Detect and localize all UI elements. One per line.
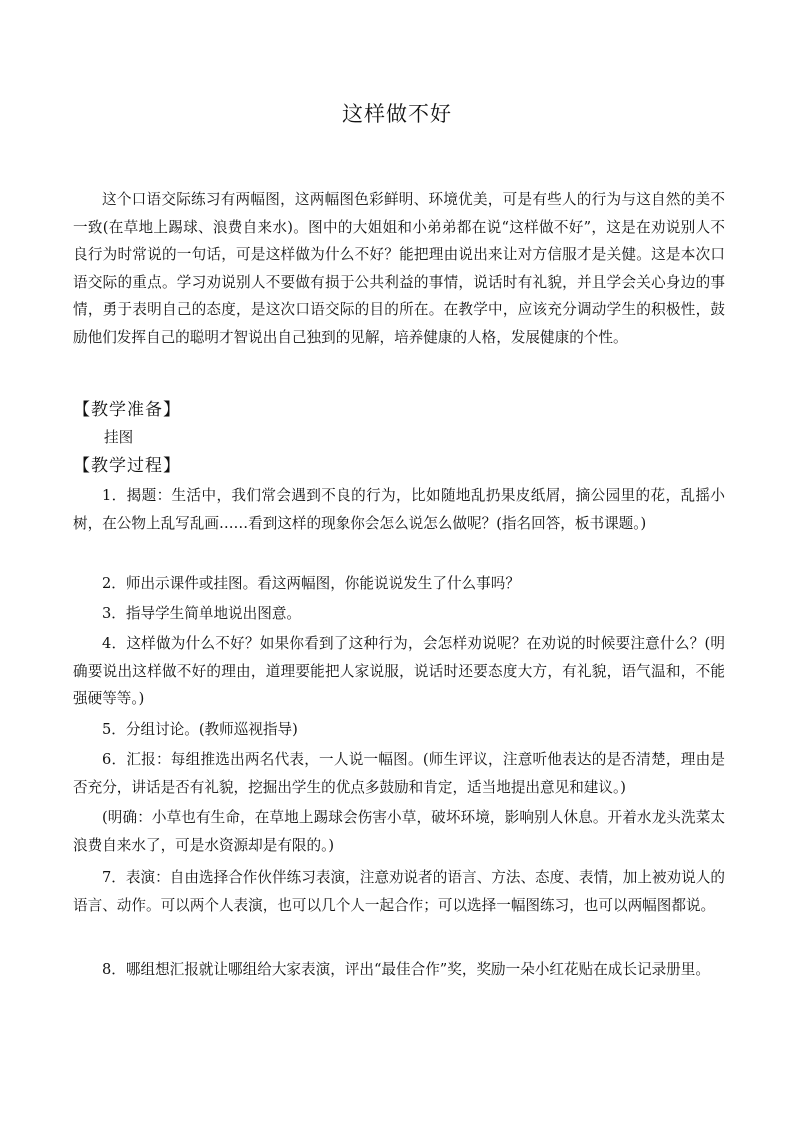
process-step-8: 8．哪组想汇报就让哪组给大家表演，评出“最佳合作”奖，奖励一朵小红花贴在成长记录册里。 <box>102 961 710 978</box>
process-step-5: 5．分组讨论。(教师巡视指导) <box>102 721 298 738</box>
page-title: 这样做不好 <box>342 102 452 126</box>
process-step-4: 4．这样做为什么不好？如果你看到了这种行为，会怎样劝说呢？在劝说的时候要注意什么？(明确要说出这样做不好的理由，道理要能把人家说服，说话时还要态度大方，有礼貌，语气温和，不能强硬等等。) <box>73 635 725 707</box>
process-step-6: 6．汇报：每组推选出两名代表，一人说一幅图。(师生评议，注意听他表达的是否清楚，理由是否充分，讲话是否有礼貌，挖掘出学生的优点多鼓励和肯定，适当地提出意见和建议。) <box>73 751 725 796</box>
process-step-3: 3．指导学生简单地说出图意。 <box>102 605 302 622</box>
preparation-item: 挂图 <box>104 429 134 446</box>
process-step-2: 2．师出示课件或挂图。看这两幅图，你能说说发生了什么事吗？ <box>102 575 520 592</box>
process-heading: 【教学过程】 <box>73 456 181 476</box>
process-step-1: 1．揭题：生活中，我们常会遇到不良的行为，比如随地乱扔果皮纸屑，摘公园里的花，乱摇小树，在公物上乱写乱画……看到这样的现象你会怎么说怎么做呢？(指名回答，板书课题。) <box>73 487 725 532</box>
preparation-heading: 【教学准备】 <box>73 400 181 420</box>
intro-paragraph: 这个口语交际练习有两幅图，这两幅图色彩鲜明、环境优美，可是有些人的行为与这自然的美不一致(在草地上踢球、浪费自来水)。图中的大姐姐和小弟弟都在说“这样做不好”，这是在劝说别人不良行为时常说的一句话，可是这样做为什么不好？能把理由说出来让对方信服才是关健。这是本次口语交际的重点。学习劝说别人不要做有损于公共利益的事情，说话时有礼貌，并且学会关心身边的事情，勇于表明自己的态度，是这次口语交际的目的所在。在教学中，应该充分调动学生的积极性，鼓励他们发挥自己的聪明才智说出自己独到的见解，培养健康的人格，发展健康的个性。 <box>73 191 725 346</box>
process-step-7: 7．表演：自由选择合作伙伴练习表演，注意劝说者的语言、方法、态度、表情，加上被劝说人的语言、动作。可以两个人表演，也可以几个人一起合作；可以选择一幅图练习，也可以两幅图都说。 <box>73 869 725 914</box>
process-step-6-note: (明确：小草也有生命，在草地上踢球会伤害小草，破坏环境，影响别人休息。开着水龙头洗菜太浪费自来水了，可是水资源却是有限的。) <box>73 809 725 854</box>
